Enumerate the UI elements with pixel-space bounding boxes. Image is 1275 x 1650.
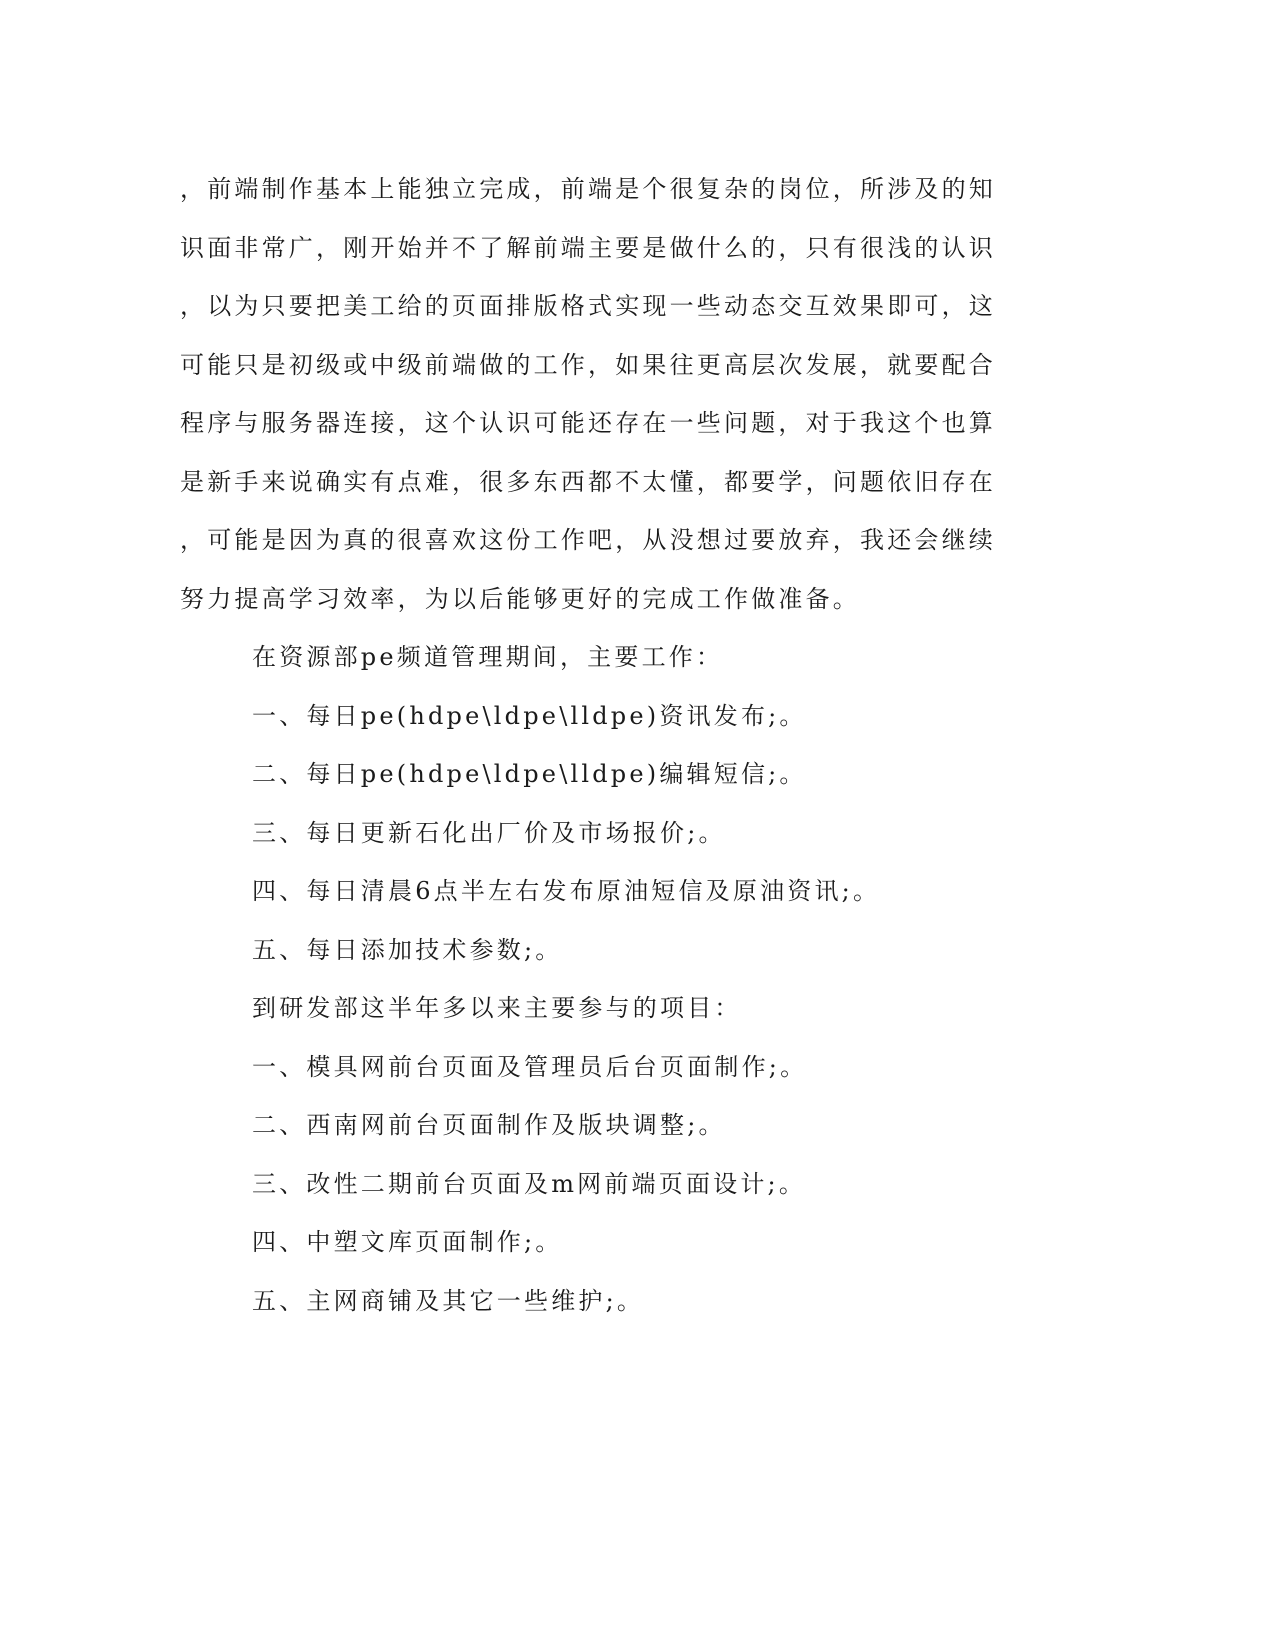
paragraph-line: ，可能是因为真的很喜欢这份工作吧，从没想过要放弃，我还会继续 [180, 526, 996, 554]
list-item: 五、每日添加技术参数;。 [252, 935, 563, 964]
section-heading-pe: 在资源部pe频道管理期间，主要工作： [252, 643, 724, 671]
paragraph-line: 可能只是初级或中级前端做的工作，如果往更高层次发展，就要配合 [180, 350, 996, 379]
list-item: 四、每日清晨6点半左右发布原油短信及原油资讯;。 [252, 877, 881, 905]
paragraph-line: ，前端制作基本上能独立完成，前端是个很复杂的岗位，所涉及的知 [180, 175, 996, 203]
list-item: 三、每日更新石化出厂价及市场报价;。 [252, 818, 726, 847]
list-item: 三、改性二期前台页面及m网前端页面设计;。 [252, 1169, 807, 1198]
list-item: 一、每日pe(hdpe\ldpe\lldpe)资讯发布;。 [252, 701, 807, 730]
list-item: 二、每日pe(hdpe\ldpe\lldpe)编辑短信;。 [252, 760, 807, 788]
paragraph-line: ，以为只要把美工给的页面排版格式实现一些动态交互效果即可，这 [180, 292, 996, 320]
paragraph-line: 识面非常广，刚开始并不了解前端主要是做什么的，只有很浅的认识 [180, 233, 996, 262]
list-item: 二、西南网前台页面制作及版块调整;。 [252, 1111, 726, 1139]
section-heading-rd: 到研发部这半年多以来主要参与的项目： [252, 994, 742, 1022]
list-item: 五、主网商铺及其它一些维护;。 [252, 1286, 645, 1315]
document-body [180, 160, 1010, 1330]
paragraph-line: 是新手来说确实有点难，很多东西都不太懂，都要学，问题依旧存在 [180, 467, 996, 496]
list-item: 一、模具网前台页面及管理员后台页面制作;。 [252, 1052, 808, 1081]
paragraph-line: 努力提高学习效率，为以后能够更好的完成工作做准备。 [180, 584, 860, 613]
list-item: 四、中塑文库页面制作;。 [252, 1228, 563, 1256]
paragraph-line: 程序与服务器连接，这个认识可能还存在一些问题，对于我这个也算 [180, 409, 996, 437]
